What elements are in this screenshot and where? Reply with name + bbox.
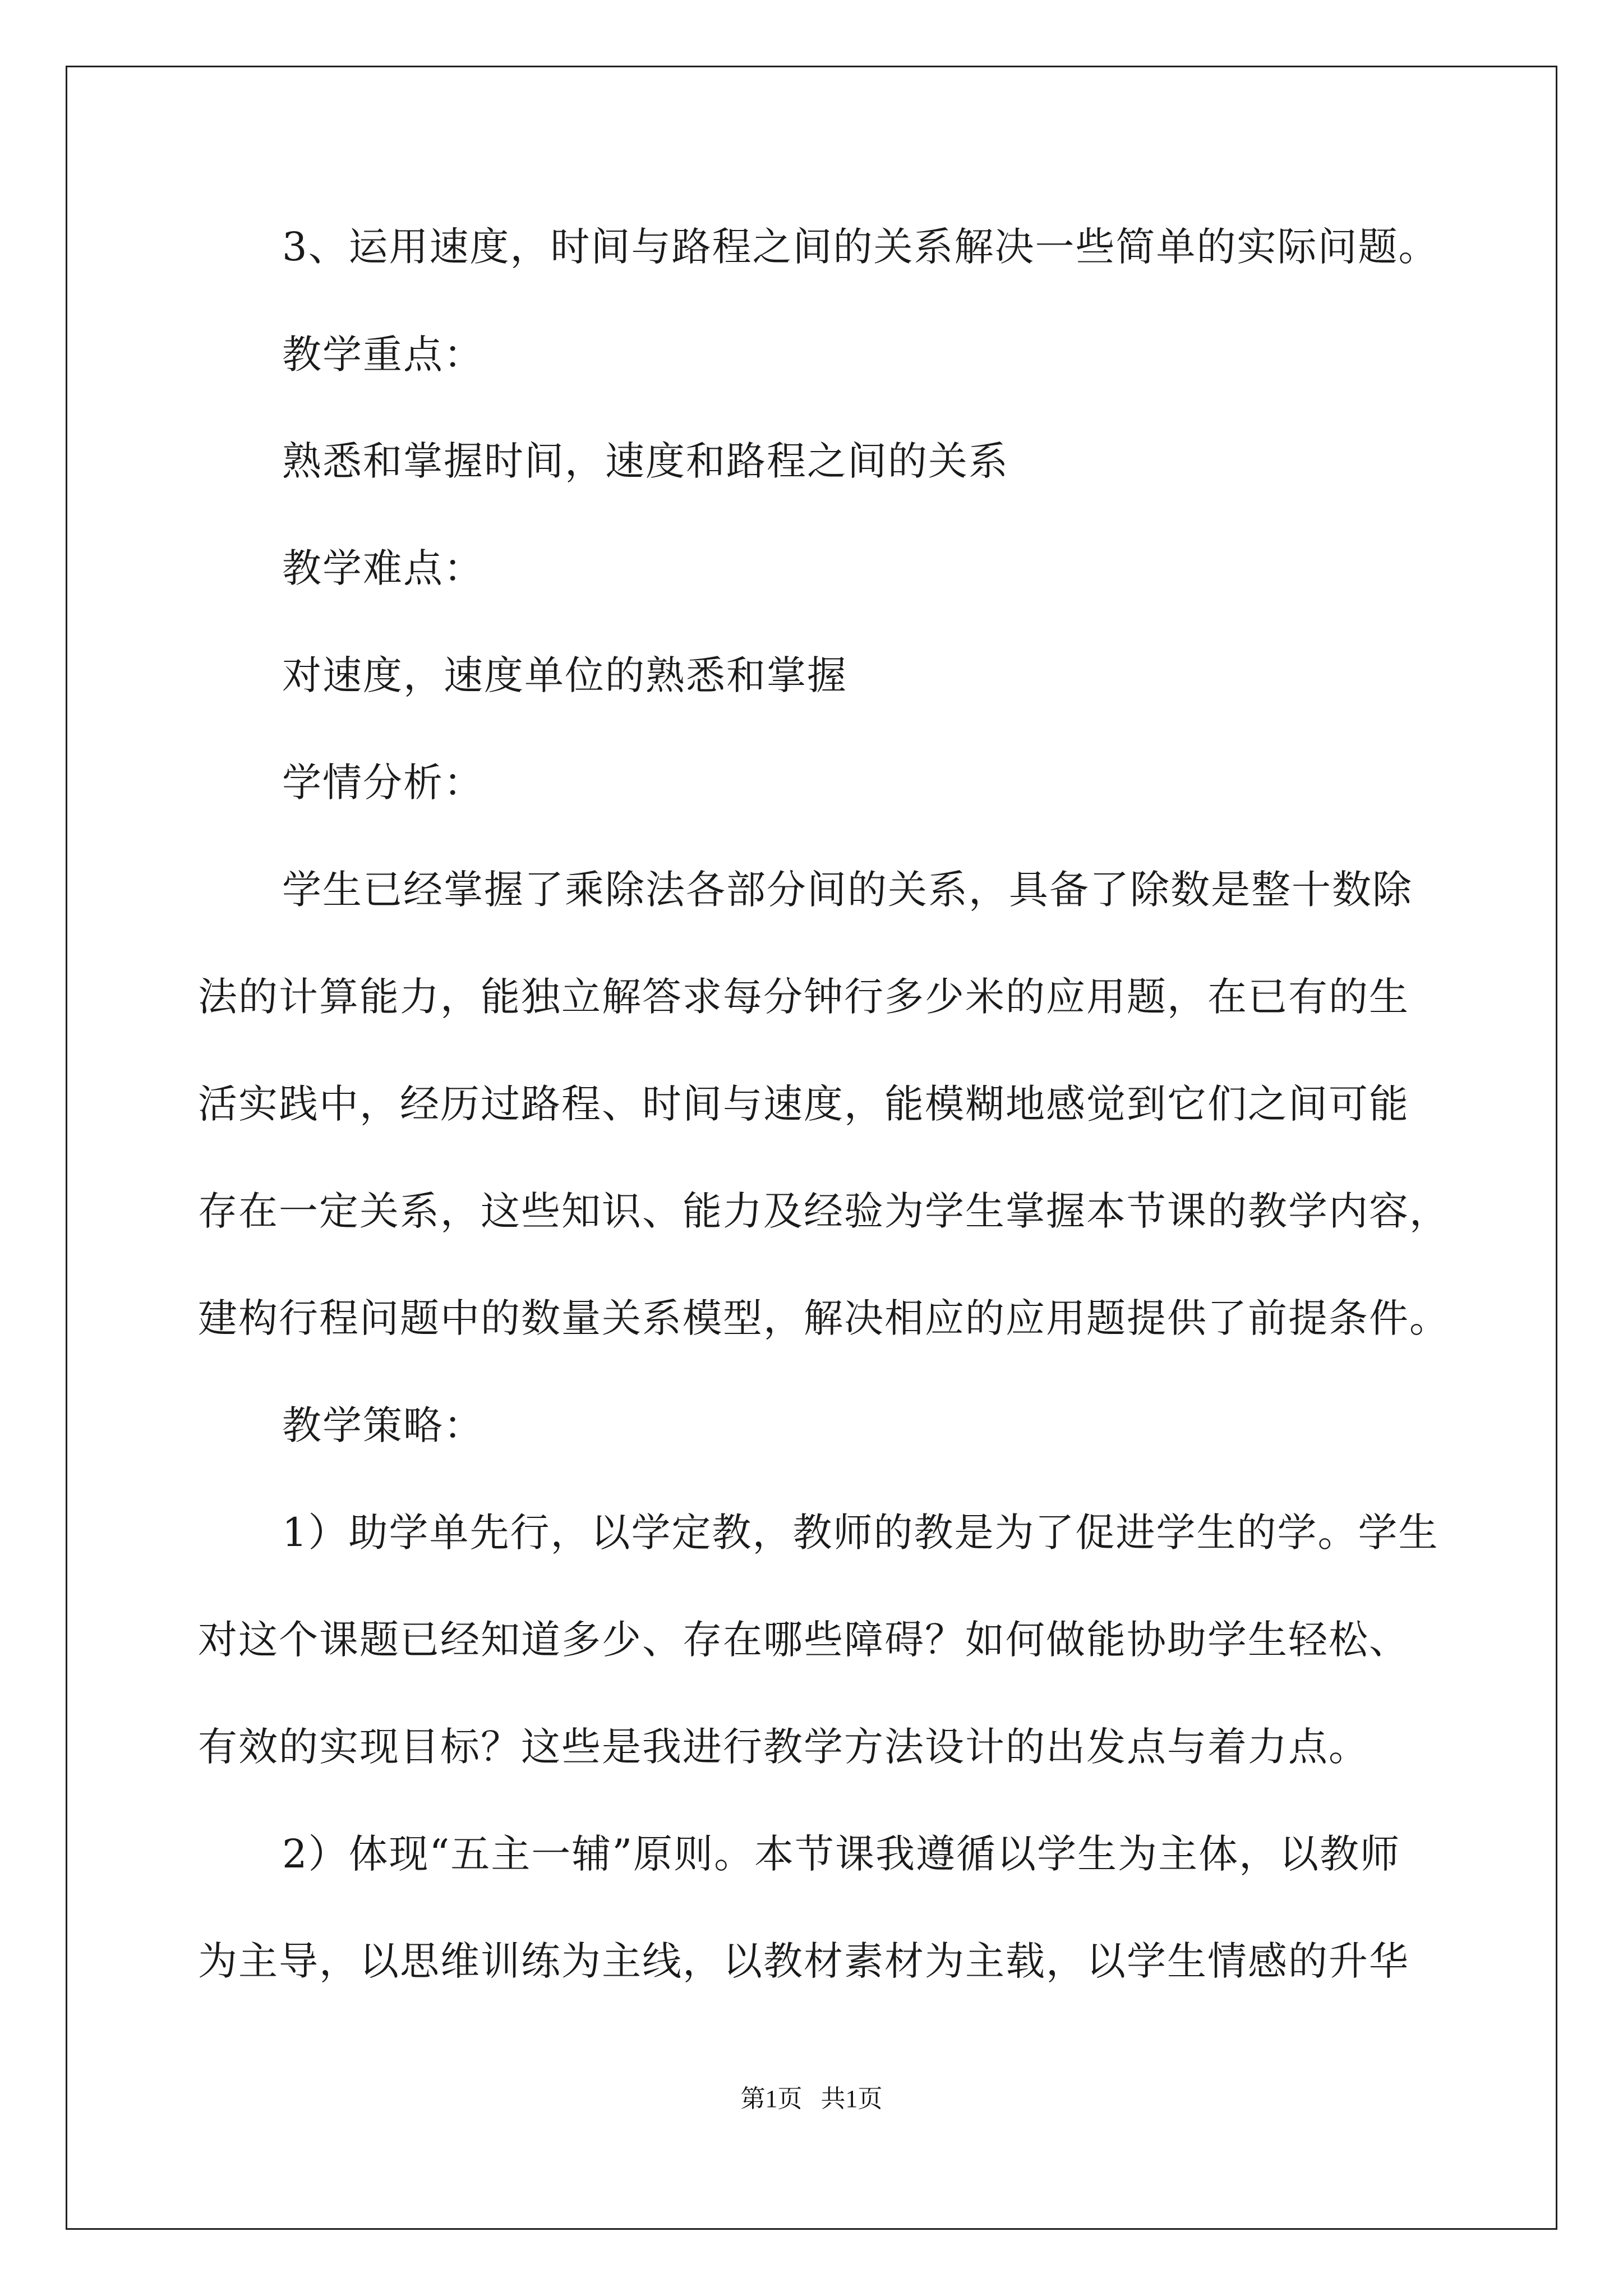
item-3-line: 3、运用速度，时间与路程之间的关系解决一些简单的实际问题。 [282,224,1439,270]
strategy-1-line-2: 对这个课题已经知道多少、存在哪些障碍？如何做能协助学生轻松、 [198,1617,1409,1663]
analysis-line-4: 存在一定关系，这些知识、能力及经验为学生掌握本节课的教学内容， [198,1188,1450,1234]
key-points-text: 熟悉和掌握时间，速度和路程之间的关系 [282,438,1009,484]
page-number-footer: 第1页 共1页 [740,2085,883,2113]
strategy-2-line-2: 为主导，以思维训练为主线，以教材素材为主载，以学生情感的升华 [198,1938,1409,1984]
heading-key-points: 教学重点： [282,332,484,378]
page-border [66,66,1557,2230]
strategy-1-line-1: 1）助学单先行，以学定教，教师的教是为了促进学生的学。学生 [282,1510,1439,1556]
heading-analysis: 学情分析： [282,760,484,806]
difficulties-text: 对速度，速度单位的熟悉和掌握 [282,652,847,698]
heading-difficulties: 教学难点： [282,545,484,591]
heading-strategy: 教学策略： [282,1402,484,1448]
strategy-2-line-1: 2）体现“五主一辅”原则。本节课我遵循以学生为主体，以教师 [282,1831,1401,1877]
analysis-line-3: 活实践中，经历过路程、时间与速度，能模糊地感觉到它们之间可能 [198,1081,1409,1127]
analysis-line-1: 学生已经掌握了乘除法各部分间的关系，具备了除数是整十数除 [282,867,1413,913]
analysis-line-2: 法的计算能力，能独立解答求每分钟行多少米的应用题，在已有的生 [198,974,1409,1020]
strategy-1-line-3: 有效的实现目标？这些是我进行教学方法设计的出发点与着力点。 [198,1724,1369,1770]
analysis-line-5: 建构行程问题中的数量关系模型，解决相应的应用题提供了前提条件。 [198,1295,1450,1341]
